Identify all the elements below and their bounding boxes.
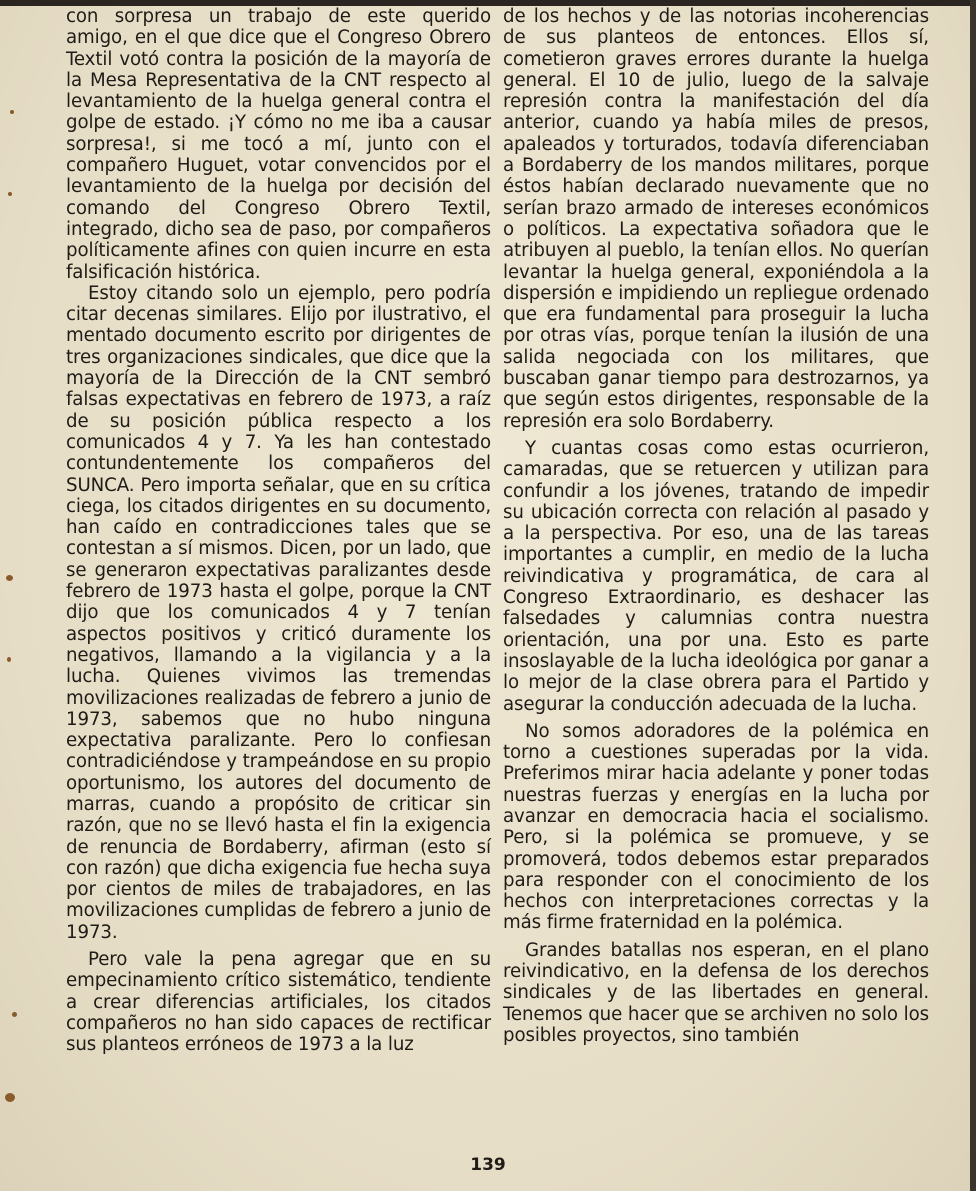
paragraph: con sorpresa un trabajo de este querido amigo, en el que dice que el Congreso Obrero Textil votó contra la posición de la mayoría de la Mesa Representativa de la CNT respecto al levantamiento de la huelga general contra el golpe de estado. ¡Y cómo no me iba a causar sorpresa!, si me tocó a mí, junto con el compañero Huguet, votar convencidos por el levantamiento de la huelga por decisión del comando del Congreso Obrero Textil, integrado, dicho sea de paso, por compañeros políticamente afines con quien incurre en esta falsificación histórica. [66,6,491,283]
paragraph: No somos adoradores de la polémica en torno a cuestiones superadas por la vida. Preferimos mirar hacia adelante y poner todas nuestras fuerzas y energías en la lucha por avanzar en democracia hacia el socialismo. Pero, si la polémica se promueve, y se promoverá, todos debemos estar preparados para responder con el conocimiento de los hechos con interpretaciones correctas y la más firme fraternidad en la polémica. [503,720,929,934]
paragraph: Pero vale la pena agregar que en su empecinamiento crítico sistemático, tendiente a crear diferencias artificiales, los citados compañeros no han sido capaces de rectificar sus planteos erróneos de 1973 a la luz [66,949,491,1056]
page-number: 139 [470,1155,506,1175]
margin-stain [10,110,14,114]
margin-stain [12,1012,17,1017]
paragraph: Grandes batallas nos esperan, en el plano reivindicativo, en la defensa de los derechos sindicales y de las libertades en general. Tenemos que hacer que se archiven no solo los posibles proyectos, sino también [503,939,929,1046]
paragraph: Estoy citando solo un ejemplo, pero podría citar decenas similares. Elijo por ilustrativo, el mentado documento escrito por dirigentes de tres organizaciones sindicales, que dice que la mayoría de la Dirección de la CNT sembró falsas expectativas en febrero de 1973, a raíz de su posición pública respecto a los comunicados 4 y 7. Ya les han contestado contundentemente los compañeros del SUNCA. Pero importa señalar, que en su crítica ciega, los citados dirigentes en su documento, han caído en contradicciones tales que se contestan a sí mismos. Dicen, por un lado, que se generaron expectativas paralizantes desde febrero de 1973 hasta el golpe, porque la CNT dijo que los comunicados 4 y 7 tenían aspectos positivos y criticó duramente los negativos, llamando a la vigilancia y a la lucha. Quienes vivimos las tremendas movilizaciones realizadas de febrero a junio de 1973, sabemos que no hubo ninguna expectativa paralizante. Pero lo confiesan contradiciéndose y trampeándose en su propio oportunismo, los autores del documento de marras, cuando a propósito de criticar sin razón, que no se llevó hasta el fin la exigencia de renuncia de Bordaberry, afirman (esto sí con razón) que dicha exigencia fue hecha suya por cientos de miles de trabajadores, en las movilizaciones cumplidas de febrero a junio de 1973. [66,282,491,943]
right-edge [970,0,976,1191]
left-column [66,6,491,1056]
margin-stain [5,1093,15,1102]
paragraph: de los hechos y de las notorias incoherencias de sus planteos de entonces. Ellos sí, cometieron graves errores durante la huelga general. El 10 de julio, luego de la salvaje represión contra la manifestación del día anterior, cuando ya había miles de presos, apaleados y torturados, todavía diferenciaban a Bordaberry de los mandos militares, porque éstos habían declarado nuevamente que no serían brazo armado de intereses económicos o políticos. La expectativa soñadora que le atribuyen al pueblo, la tenían ellos. No querían levantar la huelga general, exponiéndola a la dispersión e impidiendo un repliegue ordenado que era fundamental para proseguir la lucha por otras vías, porque tenían la ilusión de una salida negociada con los militares, que buscaban ganar tiempo para destrozarnos, ya que según estos dirigentes, responsable de la represión era solo Bordaberry. [503,6,929,432]
paragraph: Y cuantas cosas como estas ocurrieron, camaradas, que se retuercen y utilizan para confundir a los jóvenes, tratando de impedir su ubicación correcta con relación al pasado y a la perspectiva. Por eso, una de las tareas importantes a cumplir, en medio de la lucha reivindicativa y programática, de cara al Congreso Extraordinario, es deshacer las falsedades y calumnias contra nuestra orientación, una por una. Esto es parte insoslayable de la lucha ideológica por ganar a lo mejor de la clase obrera para el Partido y asegurar la conducción adecuada de la lucha. [503,437,929,715]
margin-stain [7,657,11,662]
margin-stain [6,575,13,581]
margin-stain [8,192,12,196]
right-column [503,6,929,1046]
